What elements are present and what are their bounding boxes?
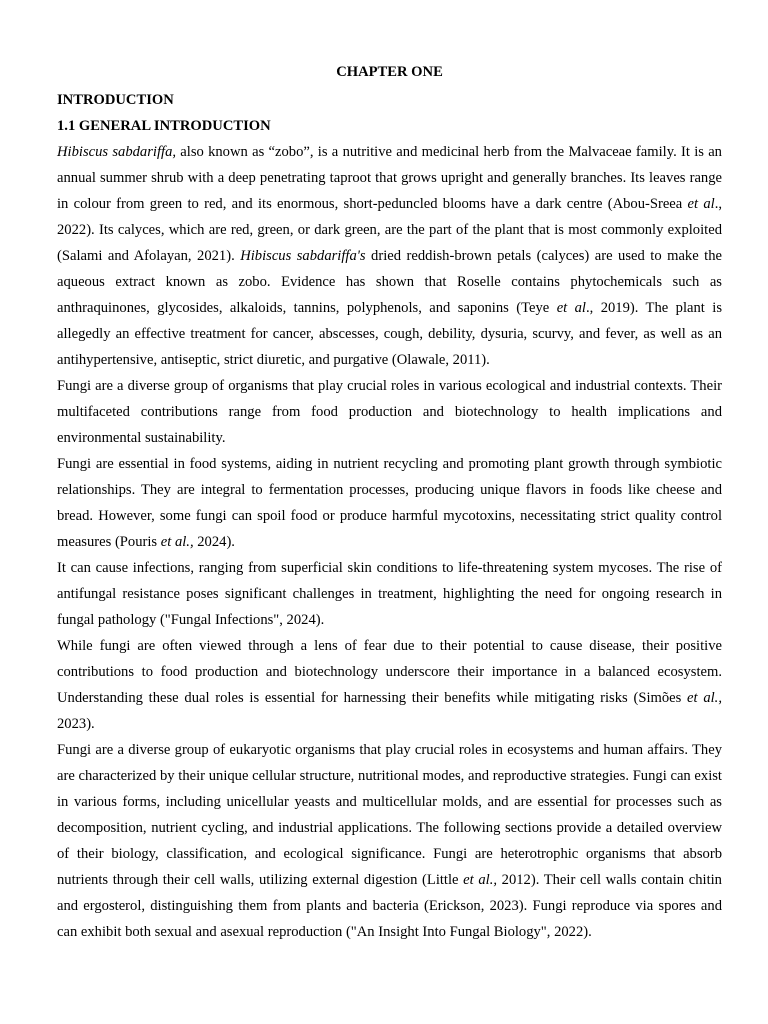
paragraph-text: Fungi are a diverse group of eukaryotic organisms that play crucial roles in ecosystems and human affairs. They are characterized by their unique cellular structure, nutritional modes, and reproductive strategies. Fungi can exist in various forms, including unicellular yeasts and multicellular molds, and are essential for processes such as decomposition, nutrient cycling, and industrial applications. The following sections provide a detailed overview of their biology, classification, and ecological significance. Fungi are heterotrophic organisms that absorb nutrients through their cell walls, utilizing external digestion (Little bbox=[57, 742, 722, 888]
citation-et-al: et al bbox=[556, 300, 586, 316]
paragraph-text: ., 2019). The plant is allegedly an effective treatment for cancer, abscesses, cough, debility, dysuria, scurvy, and fever, as well as an antihypertensive, antiseptic, strict diuretic, and purgative (Olawale, 2011). bbox=[57, 300, 722, 368]
paragraph-fungi-biology bbox=[57, 737, 722, 945]
paragraph-fungi-overview: Fungi are a diverse group of organisms that play crucial roles in various ecological and industrial contexts. Their multifaceted contributions range from food production and biotechnology to health implications and environmental sustainability. bbox=[57, 378, 722, 446]
paragraph-text: 2024). bbox=[193, 534, 235, 550]
paragraph-text: Fungi are essential in food systems, aiding in nutrient recycling and promoting plant growth through symbiotic relationships. They are integral to fermentation processes, producing unique flavors in foods like cheese and bread. However, some fungi can spoil food or produce harmful mycotoxins, necessitating strict quality control measures (Pouris bbox=[57, 456, 722, 550]
paragraph-fungi-roles bbox=[57, 633, 722, 737]
paragraph-text: ., 2022). Its calyces, which are red, green, or dark green, are the part of the plant that is most commonly exploited (Salami and Afolayan, 2021). bbox=[57, 196, 722, 264]
paragraph-text: While fungi are often viewed through a lens of fear due to their potential to cause disease, their positive contributions to food production and biotechnology underscore their importance in a balanced ecosystem. Understanding these dual roles is essential for harnessing their benefits while mitigating risks (Simões bbox=[57, 638, 722, 706]
citation-et-al: et al., bbox=[160, 534, 194, 550]
species-name: Hibiscus sabdariffa, bbox=[57, 144, 177, 160]
chapter-title: CHAPTER ONE bbox=[336, 64, 443, 80]
citation-et-al: et al bbox=[687, 196, 715, 212]
citation-et-al: et al., bbox=[687, 690, 722, 706]
document-page bbox=[57, 61, 722, 945]
species-name: Hibiscus sabdariffa's bbox=[240, 248, 366, 264]
paragraph-text: 2023). bbox=[57, 716, 95, 732]
paragraph-text: dried reddish-brown petals (calyces) are used to make the aqueous extract known as zobo. Evidence has shown that Roselle contains phytochemicals such as anthraquinones, glycosides, alkaloids, tannins, polyphenols, and saponins (Teye bbox=[57, 248, 722, 316]
paragraph-fungi-food bbox=[57, 451, 722, 555]
paragraph-text: 2012). Their cell walls contain chitin and ergosterol, distinguishing them from plants and bacteria (Erickson, 2023). Fungi reproduce via spores and can exhibit both sexual and asexual reproduction ("An Insight Into Fungal Biology", 2022). bbox=[57, 872, 722, 940]
citation-et-al: et al., bbox=[463, 872, 497, 888]
paragraph-fungi-infections: It can cause infections, ranging from superficial skin conditions to life-threatening system mycoses. The rise of antifungal resistance poses significant challenges in treatment, highlighting the need for ongoing research in fungal pathology ("Fungal Infections", 2024). bbox=[57, 560, 722, 628]
paragraph-text: also known as “zobo”, is a nutritive and medicinal herb from the Malvaceae family. It is an annual summer shrub with a deep penetrating taproot that grows upright and generally branches. Its leaves range in colour from green to red, and its enormous, short-peduncled blooms have a dark centre (Abou-Sreea bbox=[57, 144, 722, 212]
paragraph-hibiscus bbox=[57, 139, 722, 373]
subsection-title: 1.1 GENERAL INTRODUCTION bbox=[57, 118, 271, 134]
section-title: INTRODUCTION bbox=[57, 92, 174, 108]
